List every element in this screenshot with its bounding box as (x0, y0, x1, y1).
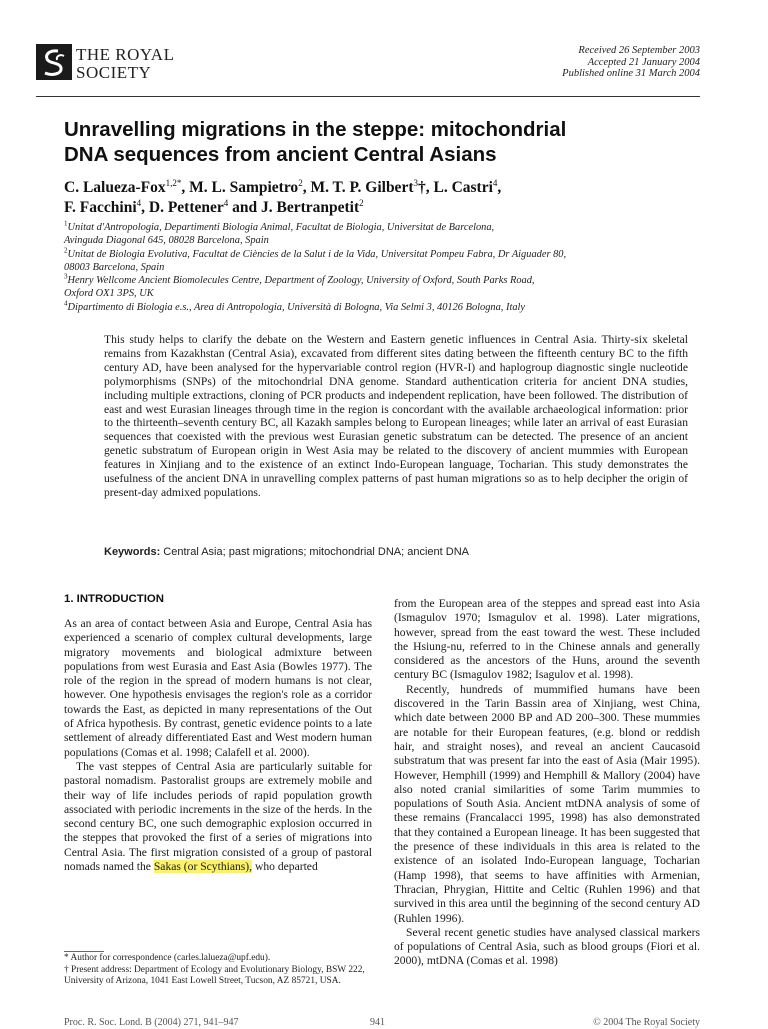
author-name: F. Facchini (64, 199, 137, 216)
published-date: Published online 31 March 2004 (562, 68, 700, 79)
keywords (104, 545, 688, 559)
author-name: J. Bertranpetit (261, 199, 360, 216)
accepted-date: Accepted 21 January 2004 (587, 56, 700, 68)
footnotes (64, 953, 372, 988)
body-paragraph (64, 760, 372, 874)
paper-title (64, 117, 724, 167)
journal-citation: Proc. R. Soc. Lond. B (2004) 271, 941–947 (64, 1017, 239, 1028)
author-name: M. T. P. Gilbert (310, 179, 414, 196)
page-number: 941 (370, 1017, 385, 1028)
keywords-text: Central Asia; past migrations; mitochondrial DNA; ancient DNA (160, 546, 469, 558)
author-name: M. L. Sampietro (189, 179, 299, 196)
body-paragraph: As an area of contact between Asia and Europe, Central Asia has experienced a scenario of complex cultural developments, large migratory movements and biological admixture between populations from west Eurasia and East Asia (Bowles 1977). The role of the region in the spread of modern humans is not clear, however. One hypothesis envisages the region's role as a corridor towards the East, as depicted in many representations of the Out of Africa hypothesis. By contrast, genetic evidence points to a late settlement of already differentiated East and West modern human populations (Comas et al. 1998; Calafell et al. 2000). (64, 617, 372, 759)
section-heading: 1. INTRODUCTION (64, 593, 164, 605)
affiliation-number: 2 (64, 246, 68, 255)
affiliation-text: Unitat d'Antropologia, Departimenti Biologia Animal, Facultat de Biologia, Universitat de Barcelona, (67, 222, 495, 233)
footnote-rule (64, 951, 104, 952)
title-line-2: DNA sequences from ancient Central Asians (64, 143, 497, 166)
author-affil-sup: 3 (413, 177, 418, 188)
paragraph-text: who departed (252, 860, 318, 874)
author-affil-sup: 1,2* (165, 177, 182, 188)
author-and: and (232, 199, 258, 216)
affiliation-text: Unitat de Biologia Evolutiva, Facultat de Ciències de la Salut i de la Vida, Universitat Pompeu Fabra, Dr Aiguader 80, (67, 248, 567, 260)
author-affil-sup: 4 (223, 197, 229, 208)
affiliation-text: 08003 Barcelona, Spain (64, 261, 165, 273)
society-line-2: SOCIETY (76, 63, 152, 82)
highlighted-text[interactable]: Sakas (or Scythians), (153, 860, 253, 874)
footnote-correspondence: * Author for correspondence (carles.lalueza@upf.edu). (64, 953, 271, 963)
keywords-label: Keywords: (104, 546, 161, 558)
left-column (64, 592, 372, 874)
header-rule (36, 96, 700, 97)
affiliation-number: 4 (64, 299, 68, 308)
author-name: L. Castri (433, 179, 493, 196)
affiliation-text: Oxford OX1 3PS, UK (64, 288, 154, 300)
publication-dates (440, 45, 700, 80)
society-name (76, 46, 174, 82)
affiliation (64, 248, 734, 275)
paragraph-text: The vast steppes of Central Asia are particularly suitable for pastoral nomadism. Pastoralist groups are extremely mobile and their way of life includes periods of rapid population growth associated with periodic increments in the size of the herds. In the second century BC, one such demographic explosion occurred in the steppes that provoked the first of a series of migrations into Central Asia. The first migration consisted of a group of pastoral nomads named the (64, 759, 372, 874)
author-list: C. Lalueza-Fox$^{1,2*}$, M. L. Sampietro$^2$, M. T. P. Gilbert$^3$†, L. Castri$^4$, F. Facchini$^4$, D. Pettener$^4$ and J. Bertranpetit$^2$ (64, 177, 502, 216)
title-line-1: Unravelling migrations in the steppe: mitochondrial (64, 118, 567, 141)
author-affil-sup: 2 (359, 197, 364, 208)
affiliation (64, 221, 734, 248)
body-paragraph: Recently, hundreds of mummified humans have been discovered in the Tarin Bassin area of Xinjiang, west China, which date between 2000 BP and AD 200–300. These mummies are notable for their European features, (e.g. blond or reddish hair, and straight noses), and reveal an ancient Caucasoid substratum that was present far into the east of Asia (Mair 1995). However, Hemphill (1999) and Hemphill & Mallory (2004) have also noted cranial similarities of some Tarim mummies to populations of South Asia. Ancient mtDNA analysis of some of these remains (Francalacci 1995, 1998) has also demonstrated that they contained a European lineage. It has been suggested that the presence of these individuals in this area is related to the existence of an isolated Indo-European language, Tocharian (Hamp 1998), that seems to have affinities with Armenian, Thracian, Phrygian, Hittite and Celtic (Ruhlen 1996) and that survived in this area until the beginning of the second century AD (Ruhlen 1996). (394, 682, 700, 925)
affiliation-number: 1 (64, 219, 68, 228)
copyright: © 2004 The Royal Society (593, 1017, 700, 1028)
right-column (394, 597, 700, 969)
royal-society-logo (36, 44, 72, 80)
affiliation (64, 301, 734, 314)
author-name: C. Lalueza-Fox (64, 179, 166, 196)
affiliation-text: Henry Wellcome Ancient Biomolecules Centre, Department of Zoology, University of Oxford, South Parks Road, (67, 275, 535, 287)
body-paragraph: Several recent genetic studies have analysed classical markers of populations of Central Asia, such as blood groups (Fiori et al. 2000), mtDNA (Comas et al. 1998) (394, 925, 700, 968)
affiliation-text: Dipartimento di Biologia e.s., Area di Antropologia, Università di Bologna, Via Selmi 3, 40126 Bologna, Italy (67, 301, 526, 313)
affiliations (64, 221, 734, 314)
affiliation (64, 274, 734, 301)
author-affil-sup: 4 (136, 197, 142, 208)
society-line-1: THE ROYAL (76, 45, 175, 64)
author-affil-sup: 2 (298, 177, 303, 188)
author-name: D. Pettener (148, 199, 224, 216)
body-paragraph: from the European area of the steppes and spread east into Asia (Ismagulov 1970; Ismagulov et al. 1998). Later migrations, however, spread from the east toward the west. These included the Hsiung-nu, referred to in the Chinese annals and generally considered as the ancestors of the Huns, around the seventh century BC (Ismagulov 1982; Isagulov et al. 1998). (394, 597, 700, 682)
affiliation-text: Avinguda Diagonal 645, 08028 Barcelona, Spain (64, 235, 269, 247)
received-date: Received 26 September 2003 (578, 45, 700, 56)
abstract: This study helps to clarify the debate on the Western and Eastern genetic influences in Central Asia. Thirty-six skeletal remains from Kazakhstan (Central Asia), excavated from different sites dating between the fifteenth century BC to the fifth century AD, have been analysed for the hypervariable control region (HVR-I) and haplogroup diagnostic single nucleotide polymorphisms (SNPs) of the mitochondrial DNA genome. Standard authentication criteria for ancient DNA studies, including multiple extractions, cloning of PCR products and independent replication, have been followed. The distribution of east and west Eurasian lineages through time in the region is concordant with the available archaeological information: prior to the thirteenth–seventh century BC, all Kazakh samples belong to European lineages; while later an arrival of east Eurasian sequences that coexisted with the previous west Eurasian genetic substratum can be detected. The presence of an ancient genetic substratum of European origin in West Asia may be related to the discovery of ancient mummies with European features in Xinjiang and to the existence of an extinct Indo-European language, Tocharian. This study demonstrates the usefulness of the ancient DNA in unravelling complex patterns of past human migrations so as to help decipher the origin of present-day admixed populations. (104, 333, 688, 499)
footnote-present-address: † Present address: Department of Ecology and Evolutionary Biology, BSW 222, University of Arizona, 1041 East Lowell Street, Tucson, AZ 85721, USA. (64, 964, 365, 987)
affiliation-number: 3 (64, 272, 68, 281)
dagger-mark: † (417, 179, 426, 196)
author-affil-sup: 4 (492, 177, 498, 188)
